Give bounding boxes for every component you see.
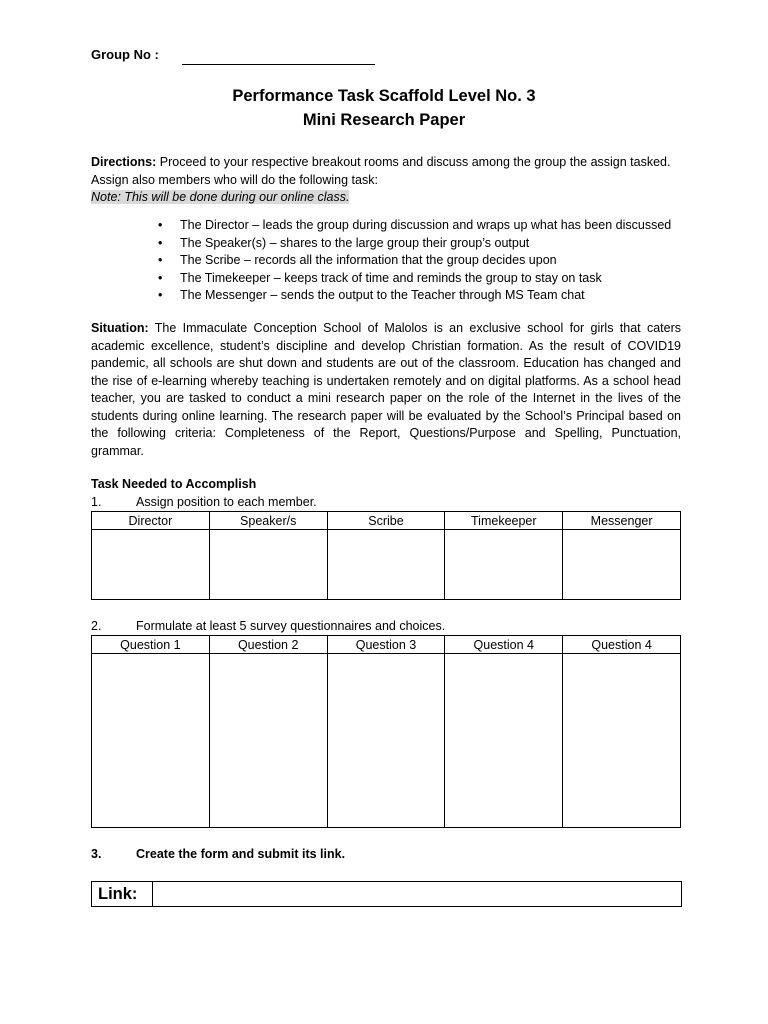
table-header-cell: Director [92, 512, 210, 530]
table-input-cell[interactable] [445, 654, 563, 828]
table-row [92, 530, 681, 600]
group-no-blank-line[interactable] [182, 64, 375, 65]
table-input-cell[interactable] [327, 654, 445, 828]
task-item-text: Formulate at least 5 survey questionnaires and choices. [136, 619, 446, 633]
task-item-text: Assign position to each member. [136, 495, 317, 509]
table-header-cell: Question 4 [563, 636, 681, 654]
table-input-cell[interactable] [92, 530, 210, 600]
directions-text: Proceed to your respective breakout rooms and discuss among the group the assign tasked. Assign also members who will do the following task: [91, 155, 671, 187]
roles-assignment-table [91, 511, 681, 600]
task-item-2 [91, 619, 445, 633]
table-header-cell: Messenger [563, 512, 681, 530]
table-input-cell[interactable] [445, 530, 563, 600]
table-header-cell: Question 4 [445, 636, 563, 654]
task-item-1 [91, 495, 317, 509]
directions-label: Directions: [91, 155, 157, 169]
table-row [92, 654, 681, 828]
table-header-row [92, 636, 681, 654]
task-item-3 [91, 847, 345, 861]
link-input-field[interactable] [153, 882, 681, 906]
link-box [91, 881, 682, 907]
role-item: • The Messenger – sends the output to the Teacher through MS Team chat [158, 287, 698, 305]
task-item-number: 1. [91, 495, 102, 509]
directions-note: Note: This will be done during our online class. [91, 190, 350, 204]
table-input-cell[interactable] [563, 530, 681, 600]
situation-text: The Immaculate Conception School of Malolos is an exclusive school for girls that caters academic excellence, student’s discipline and develop Christian formation. As the result of COVID19 pandemic, all schools are shut down and students are out of the classroom. Education has changed and the rise of e-learning whereby teaching is undertaken remotely and on digital platforms. As a school head teacher, you are tasked to conduct a mini research paper on the role of the Internet in the lives of the students during online learning. The research paper will be evaluated by the School’s Principal based on the following criteria: Completeness of the Report, Questions/Purpose and Spelling, Punctuation, grammar. [91, 321, 681, 458]
situation-label: Situation: [91, 321, 149, 335]
group-no-label: Group No : [91, 47, 159, 62]
table-header-cell: Scribe [327, 512, 445, 530]
survey-questions-table [91, 635, 681, 828]
table-input-cell[interactable] [327, 530, 445, 600]
task-item-number: 3. [91, 847, 102, 861]
table-input-cell[interactable] [92, 654, 210, 828]
role-item: • The Scribe – records all the information that the group decides upon [158, 252, 698, 270]
task-heading: Task Needed to Accomplish [91, 477, 257, 491]
directions-paragraph [91, 154, 681, 207]
table-header-cell: Question 2 [209, 636, 327, 654]
roles-list [158, 217, 698, 305]
role-item: • The Director – leads the group during discussion and wraps up what has been discussed [158, 217, 698, 235]
table-header-cell: Speaker/s [209, 512, 327, 530]
table-input-cell[interactable] [563, 654, 681, 828]
link-label: Link: [92, 882, 153, 906]
table-input-cell[interactable] [209, 654, 327, 828]
table-input-cell[interactable] [209, 530, 327, 600]
role-item: • The Timekeeper – keeps track of time and reminds the group to stay on task [158, 270, 698, 288]
situation-paragraph [91, 320, 681, 460]
table-header-cell: Question 3 [327, 636, 445, 654]
table-header-cell: Timekeeper [445, 512, 563, 530]
task-item-number: 2. [91, 619, 102, 633]
document-subtitle: Mini Research Paper [302, 111, 466, 129]
task-item-text: Create the form and submit its link. [136, 847, 346, 861]
role-item: • The Speaker(s) – shares to the large group their group’s output [158, 235, 698, 253]
table-header-row [92, 512, 681, 530]
table-header-cell: Question 1 [92, 636, 210, 654]
document-title: Performance Task Scaffold Level No. 3 [232, 87, 536, 105]
